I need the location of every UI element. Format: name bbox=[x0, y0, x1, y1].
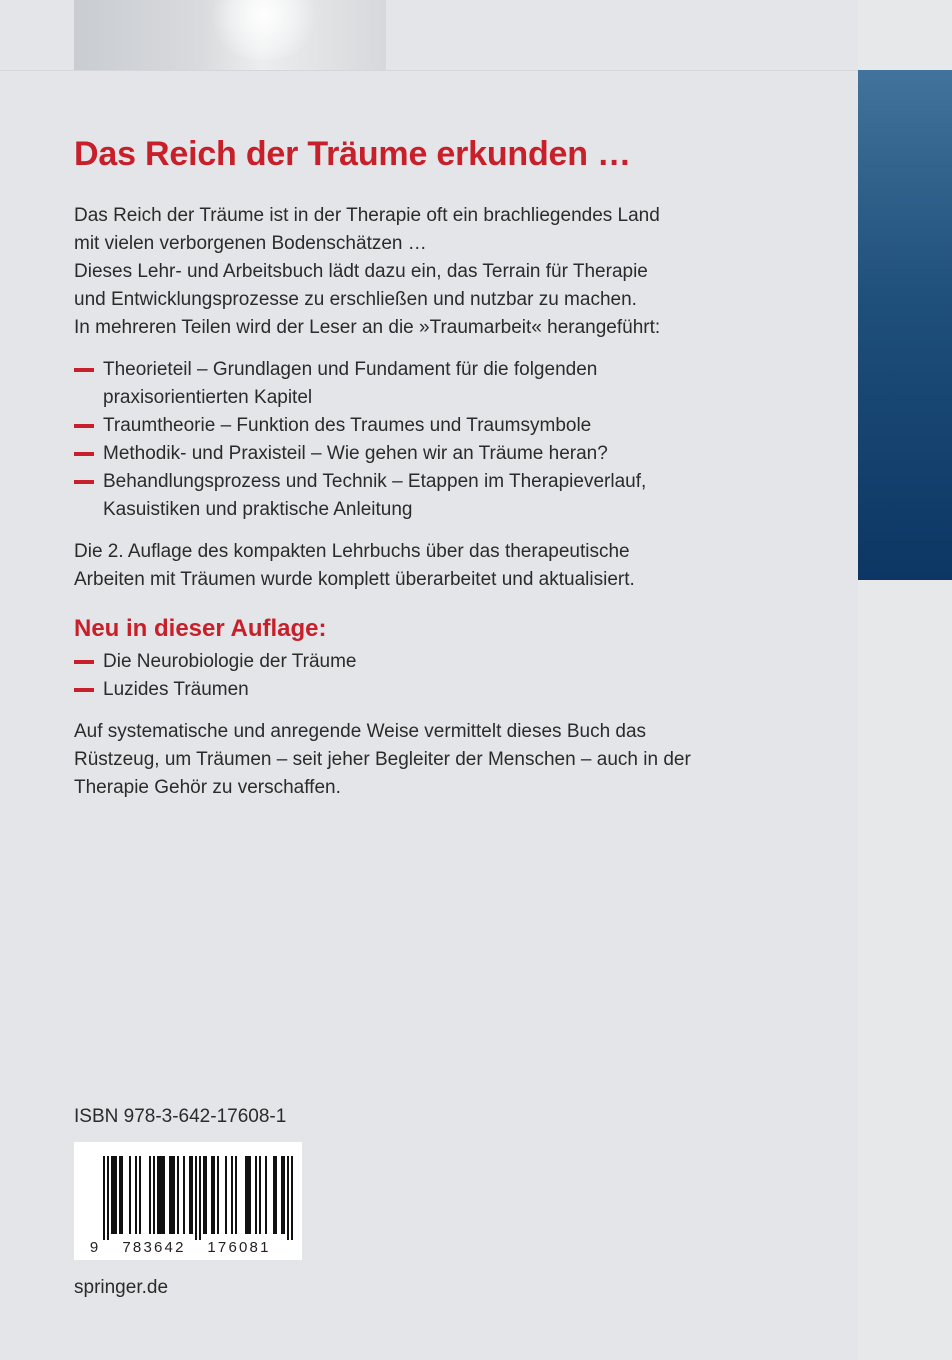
barcode-bar bbox=[213, 1156, 215, 1234]
bullet-dash-icon bbox=[74, 452, 94, 456]
list-item-label: Luzides Träumen bbox=[103, 679, 249, 700]
edition-paragraph bbox=[74, 538, 754, 594]
intro-line: Das Reich der Träume ist in der Therapie oft ein brachliegendes Land bbox=[74, 205, 660, 226]
bullet-dash-icon bbox=[74, 424, 94, 428]
barcode-bar bbox=[119, 1156, 121, 1234]
barcode-bar bbox=[195, 1156, 197, 1240]
barcode-bar bbox=[189, 1156, 191, 1234]
barcode-bar bbox=[235, 1156, 237, 1234]
barcode-bar bbox=[283, 1156, 285, 1234]
barcode-bar bbox=[281, 1156, 283, 1234]
edition-line: Die 2. Auflage des kompakten Lehrbuchs über das therapeutische bbox=[74, 541, 630, 562]
intro-line: und Entwicklungsprozesse zu erschließen und nutzbar zu machen. bbox=[74, 289, 637, 310]
barcode-bars bbox=[103, 1156, 293, 1240]
barcode-bar bbox=[203, 1156, 205, 1234]
list-item-line: praxisorientierten Kapitel bbox=[103, 387, 313, 408]
bullet-dash-icon bbox=[74, 368, 94, 372]
barcode-bar bbox=[135, 1156, 137, 1234]
list-item bbox=[74, 440, 754, 468]
bullet-dash-icon bbox=[74, 480, 94, 484]
list-item-label: Die Neurobiologie der Träume bbox=[103, 651, 357, 672]
top-divider bbox=[0, 70, 858, 71]
barcode-bar bbox=[255, 1156, 257, 1234]
barcode-bar bbox=[225, 1156, 227, 1234]
barcode-bar bbox=[191, 1156, 193, 1234]
list-item bbox=[74, 356, 754, 412]
barcode-bar bbox=[157, 1156, 159, 1234]
list-item bbox=[74, 648, 754, 676]
barcode-bar bbox=[103, 1156, 105, 1240]
photo-highlight bbox=[204, 0, 324, 60]
barcode bbox=[74, 1142, 302, 1260]
barcode-bar bbox=[153, 1156, 155, 1234]
barcode-bar bbox=[199, 1156, 201, 1240]
bullet-dash-icon bbox=[74, 660, 94, 664]
bullet-dash-icon bbox=[74, 688, 94, 692]
list-item-line: Traumtheorie – Funktion des Traumes und Traumsymbole bbox=[103, 415, 592, 436]
barcode-bar bbox=[169, 1156, 171, 1234]
closing-line: Therapie Gehör zu verschaffen. bbox=[74, 777, 341, 798]
barcode-bar bbox=[259, 1156, 261, 1234]
barcode-bar bbox=[231, 1156, 233, 1234]
list-item-line: Behandlungsprozess und Technik – Etappen im Therapieverlauf, bbox=[103, 471, 647, 492]
barcode-bar bbox=[291, 1156, 293, 1240]
back-cover-text bbox=[74, 130, 754, 802]
barcode-digits-right: 176081 bbox=[207, 1239, 271, 1256]
list-item bbox=[74, 412, 754, 440]
barcode-bar bbox=[183, 1156, 185, 1234]
barcode-bar bbox=[249, 1156, 251, 1234]
headline: Das Reich der Träume erkunden … bbox=[74, 135, 631, 173]
barcode-bar bbox=[245, 1156, 247, 1234]
barcode-bar bbox=[287, 1156, 289, 1240]
barcode-bar bbox=[113, 1156, 115, 1234]
barcode-bar bbox=[265, 1156, 267, 1234]
new-in-edition-heading: Neu in dieser Auflage: bbox=[74, 615, 327, 642]
intro-line: In mehreren Teilen wird der Leser an die »Traumarbeit« herangeführt: bbox=[74, 317, 661, 338]
barcode-bar bbox=[107, 1156, 109, 1240]
blue-color-band bbox=[858, 70, 952, 580]
barcode-bar bbox=[163, 1156, 165, 1234]
barcode-bar bbox=[211, 1156, 213, 1234]
barcode-bar bbox=[111, 1156, 113, 1234]
list-item bbox=[74, 676, 754, 704]
isbn-text: ISBN 978-3-642-17608-1 bbox=[74, 1106, 287, 1127]
barcode-bar bbox=[159, 1156, 161, 1234]
barcode-bar bbox=[115, 1156, 117, 1234]
new-items-list bbox=[74, 648, 754, 704]
barcode-bar bbox=[171, 1156, 173, 1234]
barcode-bar bbox=[217, 1156, 219, 1234]
list-item-line: Methodik- und Praxisteil – Wie gehen wir an Träume heran? bbox=[103, 443, 608, 464]
list-item bbox=[74, 468, 754, 524]
barcode-bar bbox=[275, 1156, 277, 1234]
barcode-bar bbox=[273, 1156, 275, 1234]
barcode-bar bbox=[139, 1156, 141, 1234]
barcode-digits-left: 783642 bbox=[122, 1239, 186, 1256]
barcode-graphic bbox=[74, 1142, 302, 1260]
barcode-bar bbox=[161, 1156, 163, 1234]
barcode-bar bbox=[177, 1156, 179, 1234]
intro-paragraph bbox=[74, 202, 754, 342]
barcode-bar bbox=[121, 1156, 123, 1234]
barcode-bar bbox=[129, 1156, 131, 1234]
barcode-bar bbox=[205, 1156, 207, 1234]
barcode-digit-first: 9 bbox=[89, 1239, 99, 1256]
barcode-bar bbox=[247, 1156, 249, 1234]
parts-list bbox=[74, 356, 754, 524]
cover-photo-strip bbox=[74, 0, 386, 70]
publisher-website: springer.de bbox=[74, 1277, 169, 1298]
list-item-line: Theorieteil – Grundlagen und Fundament für die folgenden bbox=[103, 359, 598, 380]
intro-line: mit vielen verborgenen Bodenschätzen … bbox=[74, 233, 427, 254]
barcode-bar bbox=[149, 1156, 151, 1234]
closing-line: Auf systematische und anregende Weise vermittelt dieses Buch das bbox=[74, 721, 647, 742]
list-item-line: Kasuistiken und praktische Anleitung bbox=[103, 499, 413, 520]
edition-line: Arbeiten mit Träumen wurde komplett überarbeitet und aktualisiert. bbox=[74, 569, 635, 590]
intro-line: Dieses Lehr- und Arbeitsbuch lädt dazu ein, das Terrain für Therapie bbox=[74, 261, 648, 282]
closing-line: Rüstzeug, um Träumen – seit jeher Begleiter der Menschen – auch in der bbox=[74, 749, 691, 770]
barcode-bar bbox=[173, 1156, 175, 1234]
closing-paragraph bbox=[74, 718, 754, 802]
